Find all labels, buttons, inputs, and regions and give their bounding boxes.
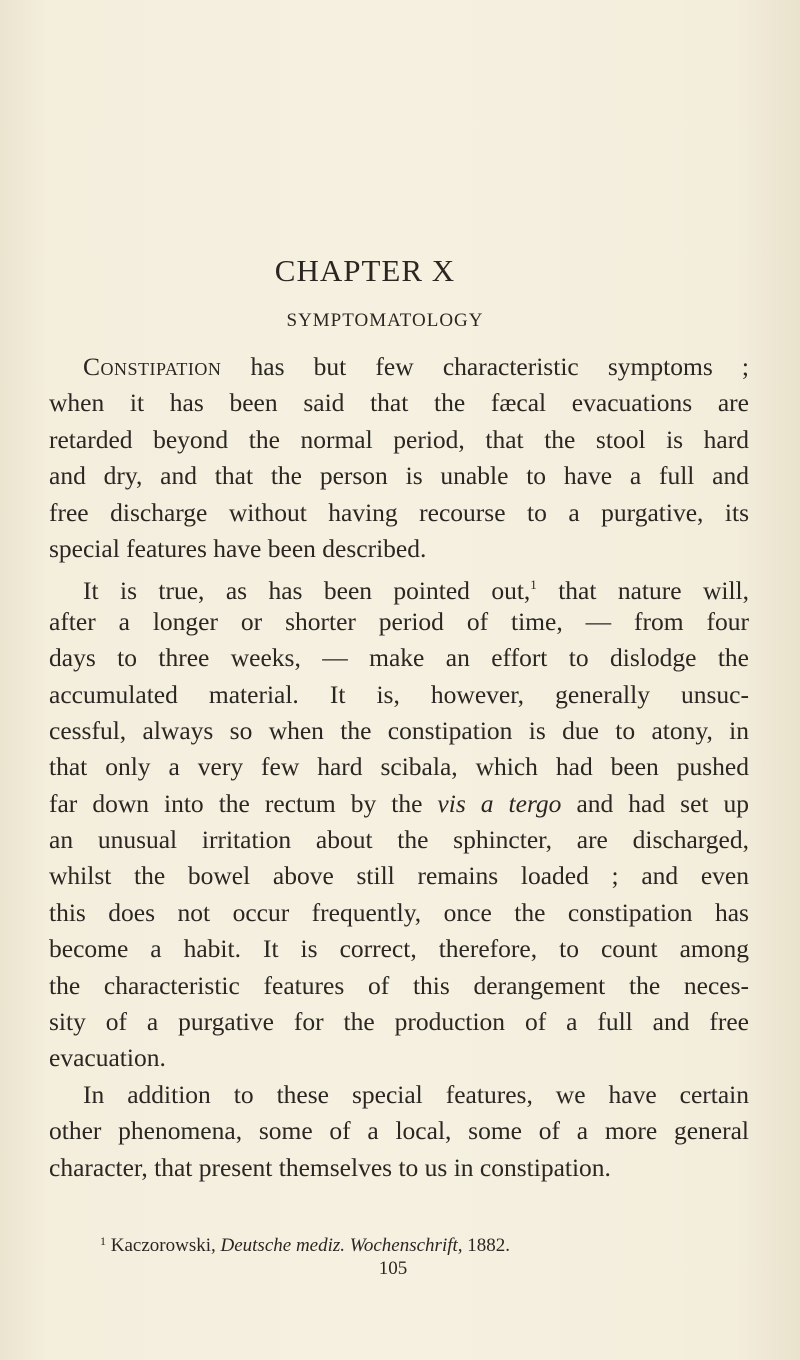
footnote-marker: 1	[100, 1234, 106, 1248]
text-line: free discharge without having recourse to a purgative, its	[49, 497, 749, 527]
text-line: an unusual irritation about the sphincter, are discharged,	[49, 825, 749, 855]
footnote: $^1$ Kaczorowski, Deutsche mediz. Wochenschrift, 1882.	[100, 1234, 511, 1256]
chapter-title: CHAPTER X	[274, 253, 456, 288]
text-line: Constipation has but few characteristic symptoms ;	[83, 352, 749, 381]
text-line: whilst the bowel above still remains loaded ; and even	[49, 861, 749, 891]
text-line: and dry, and that the person is unable to have a full and	[49, 461, 749, 491]
section-title: SYMPTOMATOLOGY	[286, 310, 484, 331]
text-line: other phenomena, some of a local, some of a more general	[49, 1116, 749, 1146]
text-line: when it has been said that the fæcal evacuations are	[49, 388, 749, 418]
text-line: retarded beyond the normal period, that the stool is hard	[49, 424, 749, 454]
text-line: In addition to these special features, we have certain	[83, 1079, 749, 1109]
text-line: days to three weeks, — make an effort to dislodge the	[49, 643, 749, 673]
lead-word: Constipation	[83, 352, 222, 381]
footnote-ref: 1	[530, 577, 537, 593]
text-line: far down into the rectum by the vis a tergo and had set up	[49, 788, 749, 818]
text-line: special features have been described.	[49, 533, 427, 563]
text-line: sity of a purgative for the production of a full and free	[49, 1007, 749, 1037]
text-line: cessful, always so when the constipation is due to atony, in	[49, 715, 749, 745]
text-line: It is true, as has been pointed out,$^1$ that nature will,	[83, 576, 749, 606]
latin-phrase: vis a tergo	[437, 788, 562, 818]
page-number: 105	[378, 1258, 408, 1279]
text-line: character, that present themselves to us in constipation.	[49, 1152, 611, 1182]
text-line: evacuation.	[49, 1043, 166, 1073]
body-text	[49, 349, 749, 1186]
journal-title: Deutsche mediz. Wochenschrift,	[220, 1235, 463, 1256]
text-line: become a habit. It is correct, therefore, to count among	[49, 934, 749, 964]
text-line: that only a very few hard scibala, which had been pushed	[49, 752, 749, 782]
text-line: accumulated material. It is, however, generally unsuc-	[49, 679, 749, 709]
text-line: after a longer or shorter period of time, — from four	[49, 606, 749, 636]
text-line: the characteristic features of this derangement the neces-	[49, 970, 749, 1000]
text-line: this does not occur frequently, once the constipation has	[49, 897, 749, 927]
